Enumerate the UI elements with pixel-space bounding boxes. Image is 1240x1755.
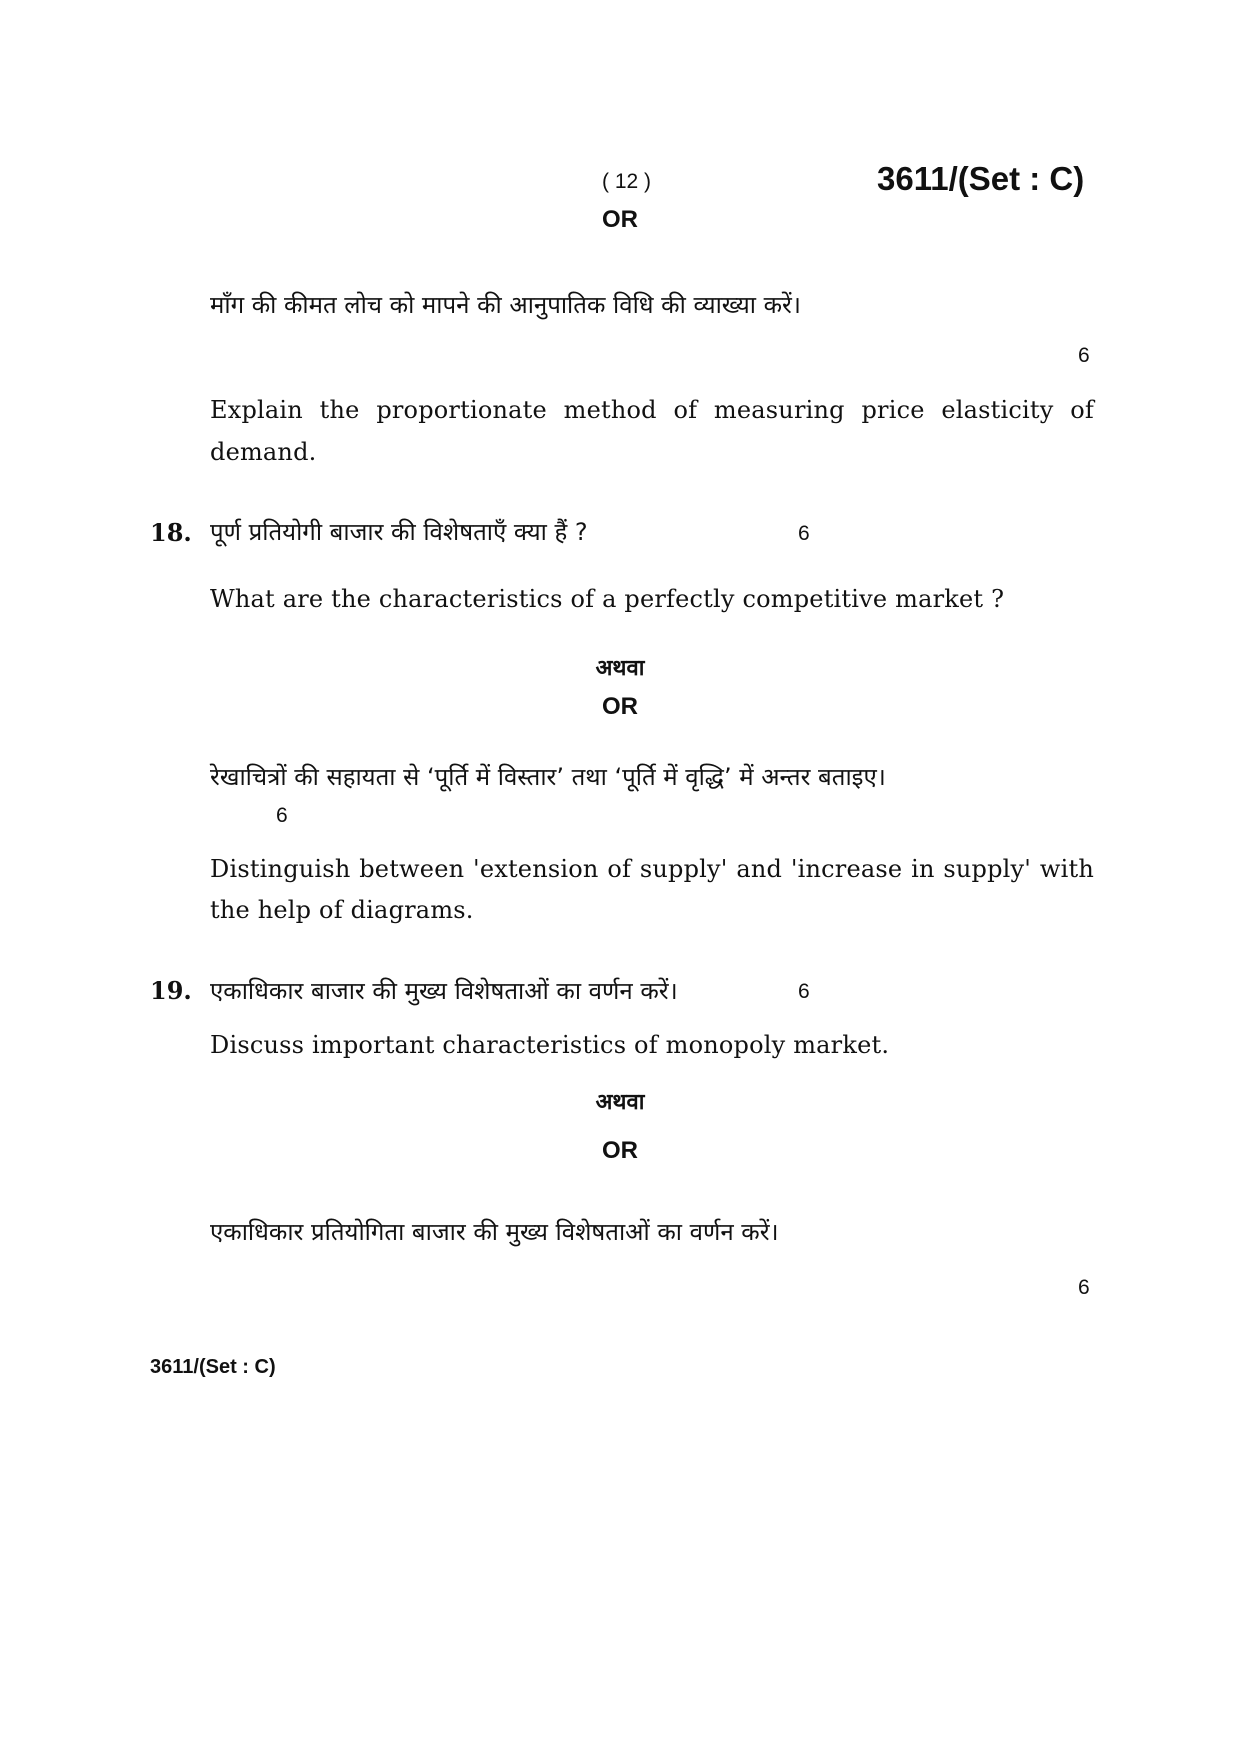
q19-alt-marks: 6 [1078, 1276, 1090, 1299]
q19-number: 19. [150, 976, 192, 1005]
q18-alt-english-line1: Distinguish between 'extension of supply' and 'increase in supply' with [210, 855, 1094, 883]
q17-alt-english-line1: Explain the proportionate method of measuring price elasticity of [210, 396, 1094, 424]
or-label-top: OR [602, 206, 638, 233]
q18-alt-marks: 6 [276, 804, 288, 827]
q19-marks: 6 [798, 980, 810, 1003]
q18-or-hindi: अथवा [595, 656, 645, 681]
q18-marks: 6 [798, 522, 810, 545]
q18-number: 18. [150, 518, 192, 547]
q17-alt-marks: 6 [1078, 344, 1090, 367]
q19-or-hindi: अथवा [595, 1090, 645, 1115]
q18-alt-english-line2: the help of diagrams. [210, 896, 474, 924]
q19-hindi-text: एकाधिकार बाजार की मुख्य विशेषताओं का वर्णन करें। [210, 977, 678, 1005]
q17-alt-hindi-text: माँग की कीमत लोच को मापने की आनुपातिक विधि की व्याख्या करें। [210, 291, 801, 319]
q19-or-english: OR [602, 1137, 638, 1164]
q18-or-english: OR [602, 693, 638, 720]
q17-alt-english-line2: demand. [210, 438, 317, 466]
q18-alt-hindi-text: रेखाचित्रों की सहायता से ‘पूर्ति में विस्तार’ तथा ‘पूर्ति में वृद्धि’ में अन्तर बताइए। [210, 763, 886, 791]
q18-hindi-text: पूर्ण प्रतियोगी बाजार की विशेषताएँ क्या हैं ? [210, 518, 588, 546]
page-number: ( 12 ) [602, 170, 652, 193]
paper-code-footer: 3611/(Set : C) [150, 1356, 276, 1378]
q19-alt-hindi-text: एकाधिकार प्रतियोगिता बाजार की मुख्य विशेषताओं का वर्णन करें। [210, 1218, 779, 1246]
q19-english-text: Discuss important characteristics of monopoly market. [210, 1031, 890, 1059]
paper-code-header: 3611/(Set : C) [877, 160, 1085, 197]
q18-english-text: What are the characteristics of a perfectly competitive market ? [210, 585, 1005, 613]
